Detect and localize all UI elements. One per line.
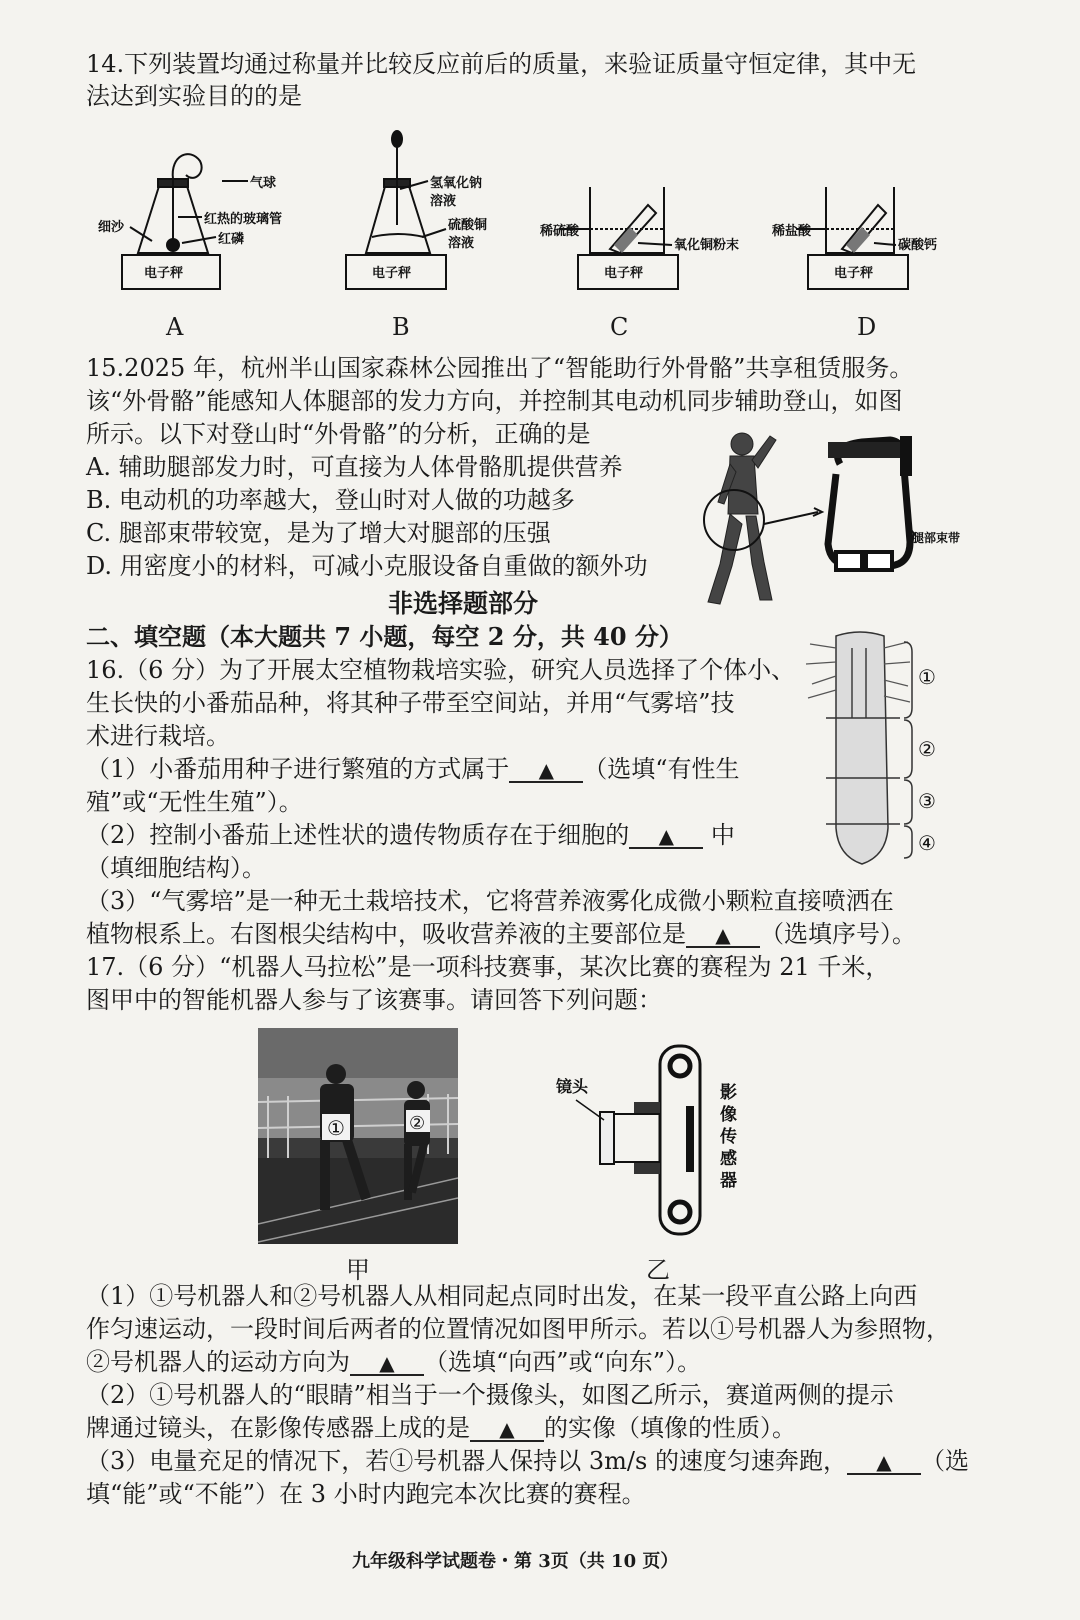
leg-strap-device [828, 440, 910, 566]
q14-option-a: A [166, 313, 184, 341]
answer-blank[interactable]: ▲ [509, 759, 583, 783]
page-footer: 九年级科学试题卷・第 3页（共 10 页） [352, 1551, 679, 1572]
root-tip-figure [800, 628, 960, 868]
q17-part2-line2: 牌通过镜头，在影像传感器上成的是 ▲ 的实像（填像的性质）。 [86, 1414, 796, 1442]
exoskeleton-figure [690, 424, 980, 610]
label-sensor-3: 传 [720, 1127, 737, 1147]
answer-blank[interactable]: ▲ [350, 1352, 424, 1376]
robot-bib-1: ① [327, 1116, 345, 1140]
answer-blank[interactable]: ▲ [686, 924, 760, 948]
root-label-4: ④ [918, 831, 936, 855]
label-naoh-1: 氢氧化钠 [430, 176, 483, 191]
q16-part1: （1）小番茄用种子进行繁殖的方式属于 ▲ （选填“有性生 [86, 755, 740, 783]
q17-part1-line1: （1）①号机器人和②号机器人从相同起点同时出发，在某一段平直公路上向西 [86, 1282, 918, 1310]
q17-part3-line1: （3）电量充足的情况下，若①号机器人保持以 3m/s 的速度匀速奔跑， ▲ （选 [86, 1447, 969, 1475]
q15-option-d: D. 用密度小的材料，可减小克服设备自重做的额外功 [86, 552, 648, 580]
answer-blank[interactable]: ▲ [629, 825, 703, 849]
label-scale-b: 电子秤 [372, 266, 412, 281]
q17-part2-line1: （2）①号机器人的“眼睛”相当于一个摄像头，如图乙所示，赛道两侧的提示 [86, 1381, 894, 1409]
q14-stem-line1: 14.下列装置均通过称量并比较反应前后的质量，来验证质量守恒定律，其中无 [86, 50, 917, 78]
label-sensor-5: 器 [720, 1171, 737, 1191]
q16-part1-cont: 殖”或“无性生殖”）。 [86, 788, 303, 816]
root-label-1: ① [918, 665, 936, 689]
label-cuso4-2: 溶液 [448, 236, 475, 251]
hiker-icon [708, 433, 776, 604]
q14-apparatus-figure [90, 125, 970, 355]
q14-option-b: B [392, 313, 410, 341]
answer-blank[interactable]: ▲ [470, 1418, 544, 1442]
label-scale-a: 电子秤 [144, 266, 184, 281]
camera-diagram [548, 1040, 768, 1240]
label-naoh-2: 溶液 [430, 194, 457, 209]
q16-stem-line1: 16.（6 分）为了开展太空植物栽培实验，研究人员选择了个体小、 [86, 656, 796, 684]
label-sensor-2: 像 [720, 1105, 737, 1125]
section-title: 非选择题部分 [388, 589, 539, 618]
label-hot-glass: 红热的玻璃管 [204, 212, 283, 227]
q17-stem-line2: 图甲中的智能机器人参与了该赛事。请回答下列问题： [86, 986, 662, 1014]
q15-stem-line2: 该“外骨骼”能感知人体腿部的发力方向，并控制其电动机同步辅助登山，如图 [86, 387, 903, 415]
label-scale-c: 电子秤 [604, 266, 644, 281]
q14-option-c: C [610, 313, 629, 341]
q16-part2-cont: （填细胞结构）。 [86, 854, 266, 882]
q16-stem-line2: 生长快的小番茄品种，将其种子带至空间站，并用“气雾培”技 [86, 689, 735, 717]
label-sensor-1: 影 [720, 1083, 737, 1103]
q14-option-d: D [857, 313, 877, 341]
robot-marathon-photo [258, 1028, 458, 1244]
q15-option-a: A. 辅助腿部发力时，可直接为人体骨骼肌提供营养 [86, 453, 623, 481]
label-leg-strap: 腿部束带 [912, 531, 961, 545]
label-sand: 细沙 [98, 220, 125, 235]
lens-icon [600, 1112, 614, 1164]
q15-stem-line1: 15.2025 年，杭州半山国家森林公园推出了“智能助行外骨骼”共享租赁服务。 [86, 354, 914, 382]
label-caco3: 碳酸钙 [898, 238, 938, 253]
root-label-3: ③ [918, 789, 936, 813]
root-body [836, 632, 888, 864]
image-sensor [686, 1106, 694, 1172]
caption-jia: 甲 [346, 1256, 370, 1284]
balloon-icon [173, 154, 202, 179]
label-cuo-powder: 氧化铜粉末 [674, 238, 740, 253]
section-heading: 二、填空题（本大题共 7 小题，每空 2 分，共 40 分） [86, 622, 683, 651]
label-dilute-hcl: 稀盐酸 [772, 224, 812, 239]
q17-part3-line2: 填“能”或“不能”）在 3 小时内跑完本次比赛的赛程。 [86, 1480, 646, 1508]
q15-option-b: B. 电动机的功率越大，登山时对人做的功越多 [86, 486, 575, 514]
q16-stem-line3: 术进行栽培。 [86, 722, 230, 750]
root-label-2: ② [918, 737, 936, 761]
label-scale-d: 电子秤 [834, 266, 874, 281]
q16-part3-line1: （3）“气雾培”是一种无土栽培技术，它将营养液雾化成微小颗粒直接喷洒在 [86, 887, 894, 915]
q15-stem-line3: 所示。以下对登山时“外骨骼”的分析，正确的是 [86, 420, 591, 448]
q16-part2: （2）控制小番茄上述性状的遗传物质存在于细胞的 ▲ 中 [86, 821, 735, 849]
label-dilute-h2so4: 稀硫酸 [540, 224, 580, 239]
q17-part1-line3: ②号机器人的运动方向为 ▲ （选填“向西”或“向东”）。 [86, 1348, 702, 1376]
q15-option-c: C. 腿部束带较宽，是为了增大对腿部的压强 [86, 519, 551, 547]
q17-part1-line2: 作匀速运动，一段时间后两者的位置情况如图甲所示。若以①号机器人为参照物， [86, 1315, 950, 1343]
label-balloon: 气球 [250, 176, 277, 191]
label-cuso4-1: 硫酸铜 [448, 218, 488, 233]
q14-stem-line2: 法达到实验目的的是 [86, 82, 302, 110]
label-sensor-4: 感 [720, 1149, 737, 1169]
caption-yi: 乙 [646, 1256, 670, 1284]
answer-blank[interactable]: ▲ [847, 1451, 921, 1475]
robot-bib-2: ② [409, 1113, 426, 1134]
q16-part3-line2: 植物根系上。右图根尖结构中，吸收营养液的主要部位是 ▲ （选填序号）。 [86, 920, 916, 948]
label-red-p: 红磷 [218, 232, 245, 247]
label-lens: 镜头 [556, 1077, 589, 1096]
q17-stem-line1: 17.（6 分）“机器人马拉松”是一项科技赛事，某次比赛的赛程为 21 千米， [86, 953, 890, 981]
